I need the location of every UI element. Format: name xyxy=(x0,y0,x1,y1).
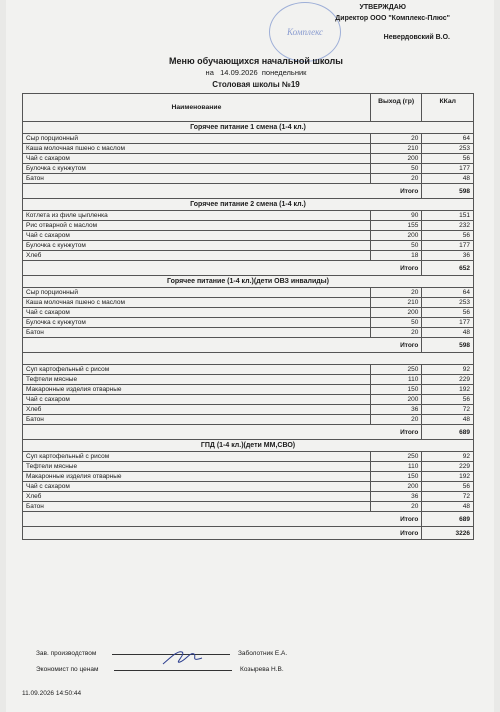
dish-name: Котлета из филе цыпленка xyxy=(23,211,371,221)
menu-weekday: понедельник xyxy=(261,68,307,77)
date-prefix: на xyxy=(205,68,214,77)
school-name: Столовая школы №19 xyxy=(212,80,300,89)
dish-kcal: 56 xyxy=(422,482,474,492)
total-value: 598 xyxy=(422,338,474,353)
col-kcal-header: ККал xyxy=(422,94,474,122)
menu-item-row xyxy=(23,375,474,385)
dish-kcal: 56 xyxy=(422,231,474,241)
dish-name: Батон xyxy=(23,174,371,184)
dish-name: Тефтели мясные xyxy=(23,462,371,472)
dish-name: Булочка с кунжутом xyxy=(23,318,371,328)
dish-name: Чай с сахаром xyxy=(23,231,371,241)
section-header xyxy=(23,122,474,134)
dish-kcal: 64 xyxy=(422,288,474,298)
section-title xyxy=(23,353,474,365)
dish-name: Тефтели мясные xyxy=(23,375,371,385)
menu-item-row xyxy=(23,415,474,425)
dish-name: Чай с сахаром xyxy=(23,154,371,164)
dish-kcal: 177 xyxy=(422,164,474,174)
menu-date-line xyxy=(6,68,500,77)
dish-kcal: 48 xyxy=(422,328,474,338)
dish-name: Сыр порционный xyxy=(23,288,371,298)
dish-kcal: 151 xyxy=(422,211,474,221)
dish-weight: 210 xyxy=(370,298,422,308)
menu-item-row xyxy=(23,472,474,482)
dish-weight: 20 xyxy=(370,288,422,298)
total-value: 689 xyxy=(422,425,474,440)
section-title: Горячее питание 2 смена (1-4 кл.) xyxy=(23,199,474,211)
dish-kcal: 229 xyxy=(422,462,474,472)
dish-weight: 200 xyxy=(370,154,422,164)
menu-item-row xyxy=(23,365,474,375)
menu-item-row xyxy=(23,154,474,164)
dish-name: Чай с сахаром xyxy=(23,482,371,492)
dish-name: Макаронные изделия отварные xyxy=(23,385,371,395)
menu-item-row xyxy=(23,502,474,512)
approval-heading: УТВЕРЖДАЮ xyxy=(359,4,406,11)
dish-kcal: 253 xyxy=(422,144,474,154)
dish-name: Батон xyxy=(23,415,371,425)
dish-weight: 110 xyxy=(370,375,422,385)
dish-kcal: 56 xyxy=(422,154,474,164)
dish-kcal: 36 xyxy=(422,251,474,261)
menu-date: 14.09.2026 xyxy=(220,68,258,77)
company-seal xyxy=(269,2,341,62)
approval-block xyxy=(335,2,450,43)
section-title: ГПД (1-4 кл.)(дети ММ,СВО) xyxy=(23,440,474,452)
section-title: Горячее питание (1-4 кл.)(дети ОВЗ инвалиды) xyxy=(23,276,474,288)
menu-item-row xyxy=(23,251,474,261)
dish-weight: 155 xyxy=(370,221,422,231)
dish-kcal: 64 xyxy=(422,134,474,144)
dish-weight: 200 xyxy=(370,482,422,492)
dish-weight: 200 xyxy=(370,231,422,241)
total-label: Итого xyxy=(23,425,422,440)
section-header xyxy=(23,440,474,452)
dish-kcal: 232 xyxy=(422,221,474,231)
total-value: 689 xyxy=(422,512,474,527)
dish-name: Батон xyxy=(23,328,371,338)
table-header xyxy=(23,94,474,122)
dish-kcal: 72 xyxy=(422,492,474,502)
menu-table xyxy=(22,93,474,540)
dish-weight: 20 xyxy=(370,174,422,184)
dish-weight: 90 xyxy=(370,211,422,221)
dish-weight: 36 xyxy=(370,405,422,415)
dish-name: Каша молочная пшено с маслом xyxy=(23,144,371,154)
dish-weight: 20 xyxy=(370,502,422,512)
total-label: Итого xyxy=(23,261,422,276)
menu-item-row xyxy=(23,308,474,318)
dish-kcal: 48 xyxy=(422,174,474,184)
menu-item-row xyxy=(23,318,474,328)
dish-weight: 50 xyxy=(370,318,422,328)
dish-weight: 50 xyxy=(370,241,422,251)
total-label: Итого xyxy=(23,184,422,199)
section-total-row xyxy=(23,184,474,199)
menu-item-row xyxy=(23,221,474,231)
menu-item-row xyxy=(23,288,474,298)
section-header xyxy=(23,276,474,288)
dish-kcal: 229 xyxy=(422,375,474,385)
handwritten-signature xyxy=(160,646,206,668)
dish-weight: 250 xyxy=(370,452,422,462)
signature-role: Зав. производством xyxy=(36,650,97,657)
menu-item-row xyxy=(23,298,474,308)
menu-item-row xyxy=(23,395,474,405)
dish-weight: 18 xyxy=(370,251,422,261)
dish-kcal: 253 xyxy=(422,298,474,308)
section-header xyxy=(23,353,474,365)
menu-item-row xyxy=(23,241,474,251)
dish-kcal: 92 xyxy=(422,452,474,462)
menu-title: Меню обучающихся начальной школы xyxy=(169,56,343,66)
menu-item-row xyxy=(23,211,474,221)
dish-kcal: 192 xyxy=(422,385,474,395)
dish-name: Булочка с кунжутом xyxy=(23,241,371,251)
section-total-row xyxy=(23,512,474,527)
col-name-header: Наименование xyxy=(23,94,371,122)
dish-kcal: 192 xyxy=(422,472,474,482)
dish-weight: 200 xyxy=(370,308,422,318)
section-total-row xyxy=(23,425,474,440)
col-weight-header: Выход (гр) xyxy=(370,94,422,122)
dish-kcal: 72 xyxy=(422,405,474,415)
grand-total-row xyxy=(23,527,474,540)
dish-name: Чай с сахаром xyxy=(23,308,371,318)
section-total-row xyxy=(23,261,474,276)
signature-line xyxy=(114,670,232,671)
dish-kcal: 177 xyxy=(422,318,474,328)
signature-person: Заболотник Е.А. xyxy=(237,650,288,657)
dish-weight: 250 xyxy=(370,365,422,375)
seal-text: Комплекс xyxy=(286,27,324,37)
dish-weight: 150 xyxy=(370,472,422,482)
menu-item-row xyxy=(23,134,474,144)
print-timestamp: 11.09.2026 14:50:44 xyxy=(22,690,82,697)
dish-name: Хлеб xyxy=(23,405,371,415)
approval-name: Невердовский В.О. xyxy=(383,34,450,41)
menu-item-row xyxy=(23,164,474,174)
dish-weight: 36 xyxy=(370,492,422,502)
dish-name: Макаронные изделия отварные xyxy=(23,472,371,482)
dish-weight: 150 xyxy=(370,385,422,395)
dish-weight: 210 xyxy=(370,144,422,154)
menu-item-row xyxy=(23,492,474,502)
section-header xyxy=(23,199,474,211)
section-title: Горячее питание 1 смена (1-4 кл.) xyxy=(23,122,474,134)
dish-name: Чай с сахаром xyxy=(23,395,371,405)
dish-weight: 20 xyxy=(370,134,422,144)
total-label: Итого xyxy=(23,512,422,527)
dish-name: Каша молочная пшено с маслом xyxy=(23,298,371,308)
dish-name: Хлеб xyxy=(23,492,371,502)
dish-weight: 20 xyxy=(370,328,422,338)
dish-name: Булочка с кунжутом xyxy=(23,164,371,174)
signature-role: Экономист по ценам xyxy=(36,666,99,673)
dish-weight: 20 xyxy=(370,415,422,425)
dish-name: Суп картофельный с рисом xyxy=(23,452,371,462)
menu-item-row xyxy=(23,328,474,338)
menu-item-row xyxy=(23,231,474,241)
dish-kcal: 48 xyxy=(422,502,474,512)
dish-weight: 50 xyxy=(370,164,422,174)
dish-name: Хлеб xyxy=(23,251,371,261)
dish-kcal: 177 xyxy=(422,241,474,251)
dish-kcal: 92 xyxy=(422,365,474,375)
approval-director: Директор ООО "Комплекс-Плюс" xyxy=(335,15,450,22)
dish-name: Батон xyxy=(23,502,371,512)
dish-name: Рис отварной с маслом xyxy=(23,221,371,231)
section-total-row xyxy=(23,338,474,353)
menu-item-row xyxy=(23,385,474,395)
menu-item-row xyxy=(23,452,474,462)
grand-total-label: Итого xyxy=(23,527,422,540)
grand-total-value: 3226 xyxy=(422,527,474,540)
menu-item-row xyxy=(23,144,474,154)
dish-kcal: 56 xyxy=(422,395,474,405)
dish-kcal: 56 xyxy=(422,308,474,318)
menu-item-row xyxy=(23,174,474,184)
dish-kcal: 48 xyxy=(422,415,474,425)
total-label: Итого xyxy=(23,338,422,353)
total-value: 598 xyxy=(422,184,474,199)
menu-item-row xyxy=(23,482,474,492)
dish-weight: 110 xyxy=(370,462,422,472)
dish-weight: 200 xyxy=(370,395,422,405)
total-value: 652 xyxy=(422,261,474,276)
dish-name: Суп картофельный с рисом xyxy=(23,365,371,375)
menu-item-row xyxy=(23,405,474,415)
dish-name: Сыр порционный xyxy=(23,134,371,144)
signature-person: Козырева Н.В. xyxy=(240,666,284,673)
menu-item-row xyxy=(23,462,474,472)
